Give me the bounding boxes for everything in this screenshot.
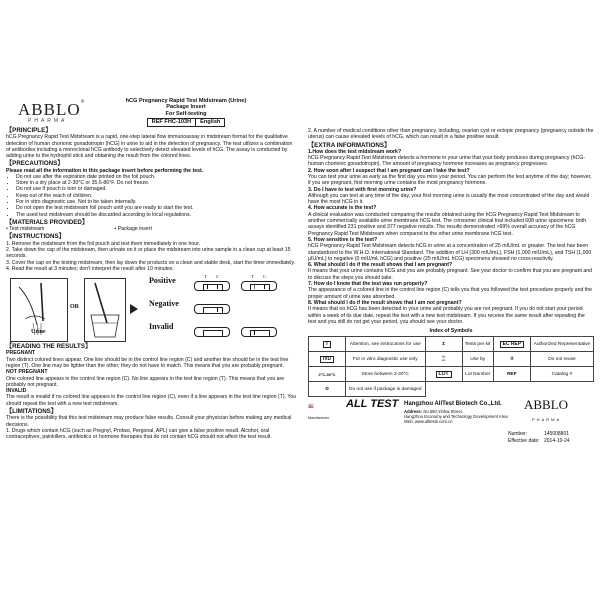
faq-question: 5. How sensitive is the test? xyxy=(308,236,378,243)
invalid-heading: INVALID xyxy=(6,388,27,395)
limitations-heading: 【LIMITATIONS】 xyxy=(6,408,57,416)
precautions-list xyxy=(6,174,297,218)
positive-strip xyxy=(194,281,230,291)
urine-label: Urine xyxy=(31,329,46,336)
not-pregnant-text: One colored line appears in the control line region (C). No line appears in the test line region (T). This means that you are probably not pregnant. xyxy=(6,375,285,388)
abblo-logo-footer-sub: PHARMA xyxy=(532,417,562,423)
c-label: C xyxy=(263,274,267,280)
reading-heading: 【READING THE RESULTS】 xyxy=(6,343,92,351)
extra-heading: 【EXTRA INFORMATIONS】 xyxy=(308,141,391,149)
c-label: C xyxy=(216,274,220,280)
limitation-item: 1. Drugs which contain hCG (such as Pregnyl, Profasi, Pergonal, APL) can give a false positive result. Alcohol, oral contraceptives, painkillers, antibiotics or hormone therapies that do not contain hCG should not affect the test result. xyxy=(6,427,272,441)
list-item: • Do not open the test midstream foil pouch until you are ready to start the test. xyxy=(16,205,297,211)
info-icon: i xyxy=(309,337,346,352)
limitation-item: 2. A number of medical conditions other than pregnancy, including, ovarian cyst or ectopic pregnancy (pregnancy outside the uterus) can cause elevated levels of hCG, which can result in a false positive result. xyxy=(308,128,594,141)
t-label: T xyxy=(251,274,254,280)
faq-answer: It means that no hCG has been detected in your urine and probably you are not pregnant. If you do not start your period within a week of its due date, repeat the test with a new test midstream. If you receive the same result after repeating the test and you still do not get your period, you should see your doctor. xyxy=(308,306,585,325)
symbol-desc: Do not use if package is damaged xyxy=(346,382,426,397)
faq-question: 7. How do I know that the test was run properly? xyxy=(308,281,428,288)
precautions-lead: Please read all the information in this package insert before performing the test. xyxy=(6,167,204,174)
instruction-step: 4. Read the result at 3 minutes; don't interpret the result after 10 minutes. xyxy=(6,265,174,272)
date-row: Effective date: 2014-10-24 xyxy=(508,438,570,445)
empty-cell xyxy=(425,382,462,397)
faq-question: 8. What should I do if the result shows that I am not pregnant? xyxy=(308,299,462,306)
not-pregnant-heading: NOT PREGNANT xyxy=(6,369,48,376)
ref-code: REF FHC-103H xyxy=(151,119,192,126)
symbol-desc: Use by xyxy=(462,352,493,367)
list-item: • Do not use after the expiration date printed on the foil pouch. xyxy=(16,174,297,180)
negative-strip xyxy=(194,304,230,314)
damaged-package-icon: ⊘ xyxy=(309,382,346,397)
logo-subtitle: PHARMA xyxy=(28,118,68,124)
sigma-icon: Σ xyxy=(425,337,462,352)
thermometer-icon: 2°C-30°C xyxy=(309,367,346,382)
table-row xyxy=(309,337,594,352)
manufacturer-label: Manufacturer xyxy=(308,416,330,421)
instruction-step: 1. Remove the midstream from the foil pouch and test them immediately in one hour. xyxy=(6,240,201,247)
faq-answer: hCG Pregnancy Rapid Test Midstream detects a hormone in your urine that your body produces during pregnancy (hCG-human chorionic gonadotropin). The amount of pregnancy hormone increases as pregnancy progresses. xyxy=(308,155,586,168)
symbol-desc: Store between 2-30°C xyxy=(346,367,426,382)
empty-cell xyxy=(493,382,530,397)
faq-question: 3. Do I have to test with first morning urine? xyxy=(308,186,417,193)
header-titles xyxy=(116,98,256,127)
header xyxy=(6,96,297,126)
symbol-desc: Lot Number xyxy=(462,367,493,382)
symbol-desc: Tests per kit xyxy=(462,337,493,352)
principle-text: hCG Pregnancy Rapid Test Midstream is a rapid, one-step lateral flow immunoassay in midstream format for the qualitative detection of human chorionic gonadotropin (hCG) in urine to aid in the detection of pregnancy. The test utilizes a combination of antibodies including a monoclonal hCG antibody to selectively detect elevated levels of hCG. The assay is conducted by adding urine to the hydrophil stick and obtaining the result from the colored lines. xyxy=(6,134,293,160)
limitations-lead: There is the possibility that this test midstream may produce false results. Consult your physician before making any medical decisions. xyxy=(6,415,292,428)
instruction-step: 3. Cover the cap on the testing midstream, then lay down the products on a clean and stable desk, start the timer immediately. xyxy=(6,259,296,266)
invalid-strip-test-only xyxy=(241,327,277,337)
manufacturer-address: Address: No.550,Yinhai Street, Hangzhou Economy and Technology Development Area Web: www.alltests.com.cn xyxy=(404,409,508,425)
precautions-heading: 【PRECAUTIONS】 xyxy=(6,160,64,168)
materials-list: • Test midstream • Package insert xyxy=(6,226,152,233)
materials-heading: 【MATERIALS PROVIDED】 xyxy=(6,218,89,226)
faq-answer: hCG Pregnancy Rapid Test Midstream detects hCG in urine at a concentration of 25 mIU/mL or greater. The test has been standardized to the W.H.O. International Standard. The addition of LH (300 mIU/mL), FSH (1,000 mIU/mL), and TSH (1,000 μIU/mL) to negative (0 mIU/mL hCG) and positive (25 mIU/mL hCG) specimens showed no cross-reactivity. xyxy=(308,243,592,262)
instructions-figure xyxy=(6,274,297,342)
abblo-logo xyxy=(18,100,85,120)
faq-answer: It means that your urine contains hCG and you are probably pregnant. See your doctor to confirm that you are pregnant and to discuss the steps you should take. xyxy=(308,268,593,281)
symbol-desc: Authorized Representative xyxy=(530,337,593,352)
principle-heading: 【PRINCIPLE】 xyxy=(6,127,52,134)
right-column xyxy=(308,128,594,445)
empty-cell xyxy=(462,382,493,397)
symbols-title: Index of Symbols xyxy=(429,328,473,335)
table-row xyxy=(309,382,594,397)
list-item: • The used test midstream should be discarded according to local regulations. xyxy=(16,212,297,218)
ec-rep-icon: EC REP xyxy=(493,337,530,352)
do-not-reuse-icon: ② xyxy=(493,352,530,367)
factory-icon: 🏭 xyxy=(308,403,314,409)
arrow-icon xyxy=(130,304,138,314)
cup-illustration xyxy=(84,278,126,342)
invalid-label: Invalid xyxy=(149,322,174,332)
left-column xyxy=(6,126,297,440)
abblo-logo-footer: ABBLO xyxy=(524,397,569,413)
pregnant-heading: PREGNANT xyxy=(6,350,36,357)
product-title: hCG Pregnancy Rapid Test Midstream (Urine) xyxy=(125,98,247,104)
list-item: • Store in a dry place at 2-30°C or 35.6-86°F. Do not freeze. xyxy=(16,180,297,186)
faq-question: 1.How does the test midstream work? xyxy=(308,148,402,155)
faq-answer: Although you can test at any time of the day, your first morning urine is usually the most concentrated of the day and would have the most hCG in it. xyxy=(308,192,590,206)
document-meta xyxy=(308,429,594,445)
positive-label: Positive xyxy=(149,276,176,286)
faq-answer: You can test your urine as early as the first day you miss your period. You can perform the test anytime of the day; however, if you are pregnant, first morning urine contains the most pregnancy hormone. xyxy=(308,173,592,187)
faq-answer: A clinical evaluation was conducted comparing the results obtained using the hCG Pregnancy Rapid Test Midstream to another commercially available urine membrane hCG test. The consumer clinical trial included 608 urine specimens: both assays identified 231 positive and 377 negative results. The results demonstrated >99% overall accuracy of the hCG Pregnancy Rapid Test Midstream when compared to the other urine membrane hCG test. xyxy=(308,211,587,237)
symbol-desc: Catalog # xyxy=(530,367,593,382)
urinate-illustration xyxy=(10,278,68,342)
hourglass-icon: ⌛ xyxy=(425,352,462,367)
faq-question: 4. How accurate is the test? xyxy=(308,205,377,212)
faq-question: 6. What should I do if the result shows that I am pregnant? xyxy=(308,262,453,269)
logo-reg-mark: ® xyxy=(80,100,86,105)
alltest-logo: ALL TEST xyxy=(346,398,399,411)
material-item: Test midstream xyxy=(9,226,45,233)
ivd-icon: IVD xyxy=(309,352,346,367)
manufacturer-footer xyxy=(308,397,594,429)
self-testing-label: For Self-testing xyxy=(165,110,207,117)
positive-strip-faint xyxy=(241,281,277,291)
empty-cell xyxy=(530,382,593,397)
list-item: • For in vitro diagnostic use. Not to be taken internally. xyxy=(16,199,297,205)
material-item: Package insert xyxy=(117,226,152,233)
cup-dip-drawing xyxy=(85,279,125,341)
package-insert-label: Package Insert xyxy=(166,104,206,111)
pregnant-text: Two distinct colored lines appear. One line should be in the control line region (C) and another line should be in the test line region (T). One line may be lighter than the other; they do not have to match. This means that you are probably pregnant. xyxy=(6,356,289,369)
faq-question: 2. How soon after I suspect that I am pregnant can I take the test? xyxy=(308,167,470,174)
symbol-desc: Attention, see instructions for use xyxy=(346,337,426,352)
list-item: • Do not use if pouch is torn or damaged. xyxy=(16,186,297,192)
symbol-desc: Do not reuse xyxy=(530,352,593,367)
lot-icon: LOT xyxy=(425,367,462,382)
invalid-strip xyxy=(194,327,230,337)
invalid-text: The result is invalid if no colored line appears in the control line region (C), even if a line appears in the test line region (T). You should repeat the test with a new test midstream. xyxy=(6,394,297,407)
number-row: Number: 145008801 xyxy=(508,431,570,438)
faq-answer: The appearance of a colored line in the control line region (C) tells you that you followed the test procedure properly and the proper amount of urine was absorbed. xyxy=(308,287,593,300)
symbol-desc: For in vitro diagnostic use only xyxy=(346,352,426,367)
table-row xyxy=(309,352,594,367)
negative-label: Negative xyxy=(149,299,179,309)
symbols-table xyxy=(308,336,594,397)
language-label: English xyxy=(195,119,224,125)
table-row xyxy=(309,367,594,382)
or-label: OR xyxy=(70,304,79,311)
instructions-heading: 【INSTRUCTIONS】 xyxy=(6,233,65,241)
instruction-step: 2. Take down the cap of the midstream, then urinate on it or place the midstream into urine sample in a clean cup at least 15 seconds. xyxy=(6,246,291,260)
ref-icon: REF xyxy=(493,367,530,382)
logo-text: ABBLO xyxy=(18,100,81,119)
list-item: • Keep out of the reach of children. xyxy=(16,193,297,199)
manufacturer-name: Hangzhou AllTest Biotech Co.,Ltd. xyxy=(404,401,502,408)
t-label: T xyxy=(204,274,207,280)
